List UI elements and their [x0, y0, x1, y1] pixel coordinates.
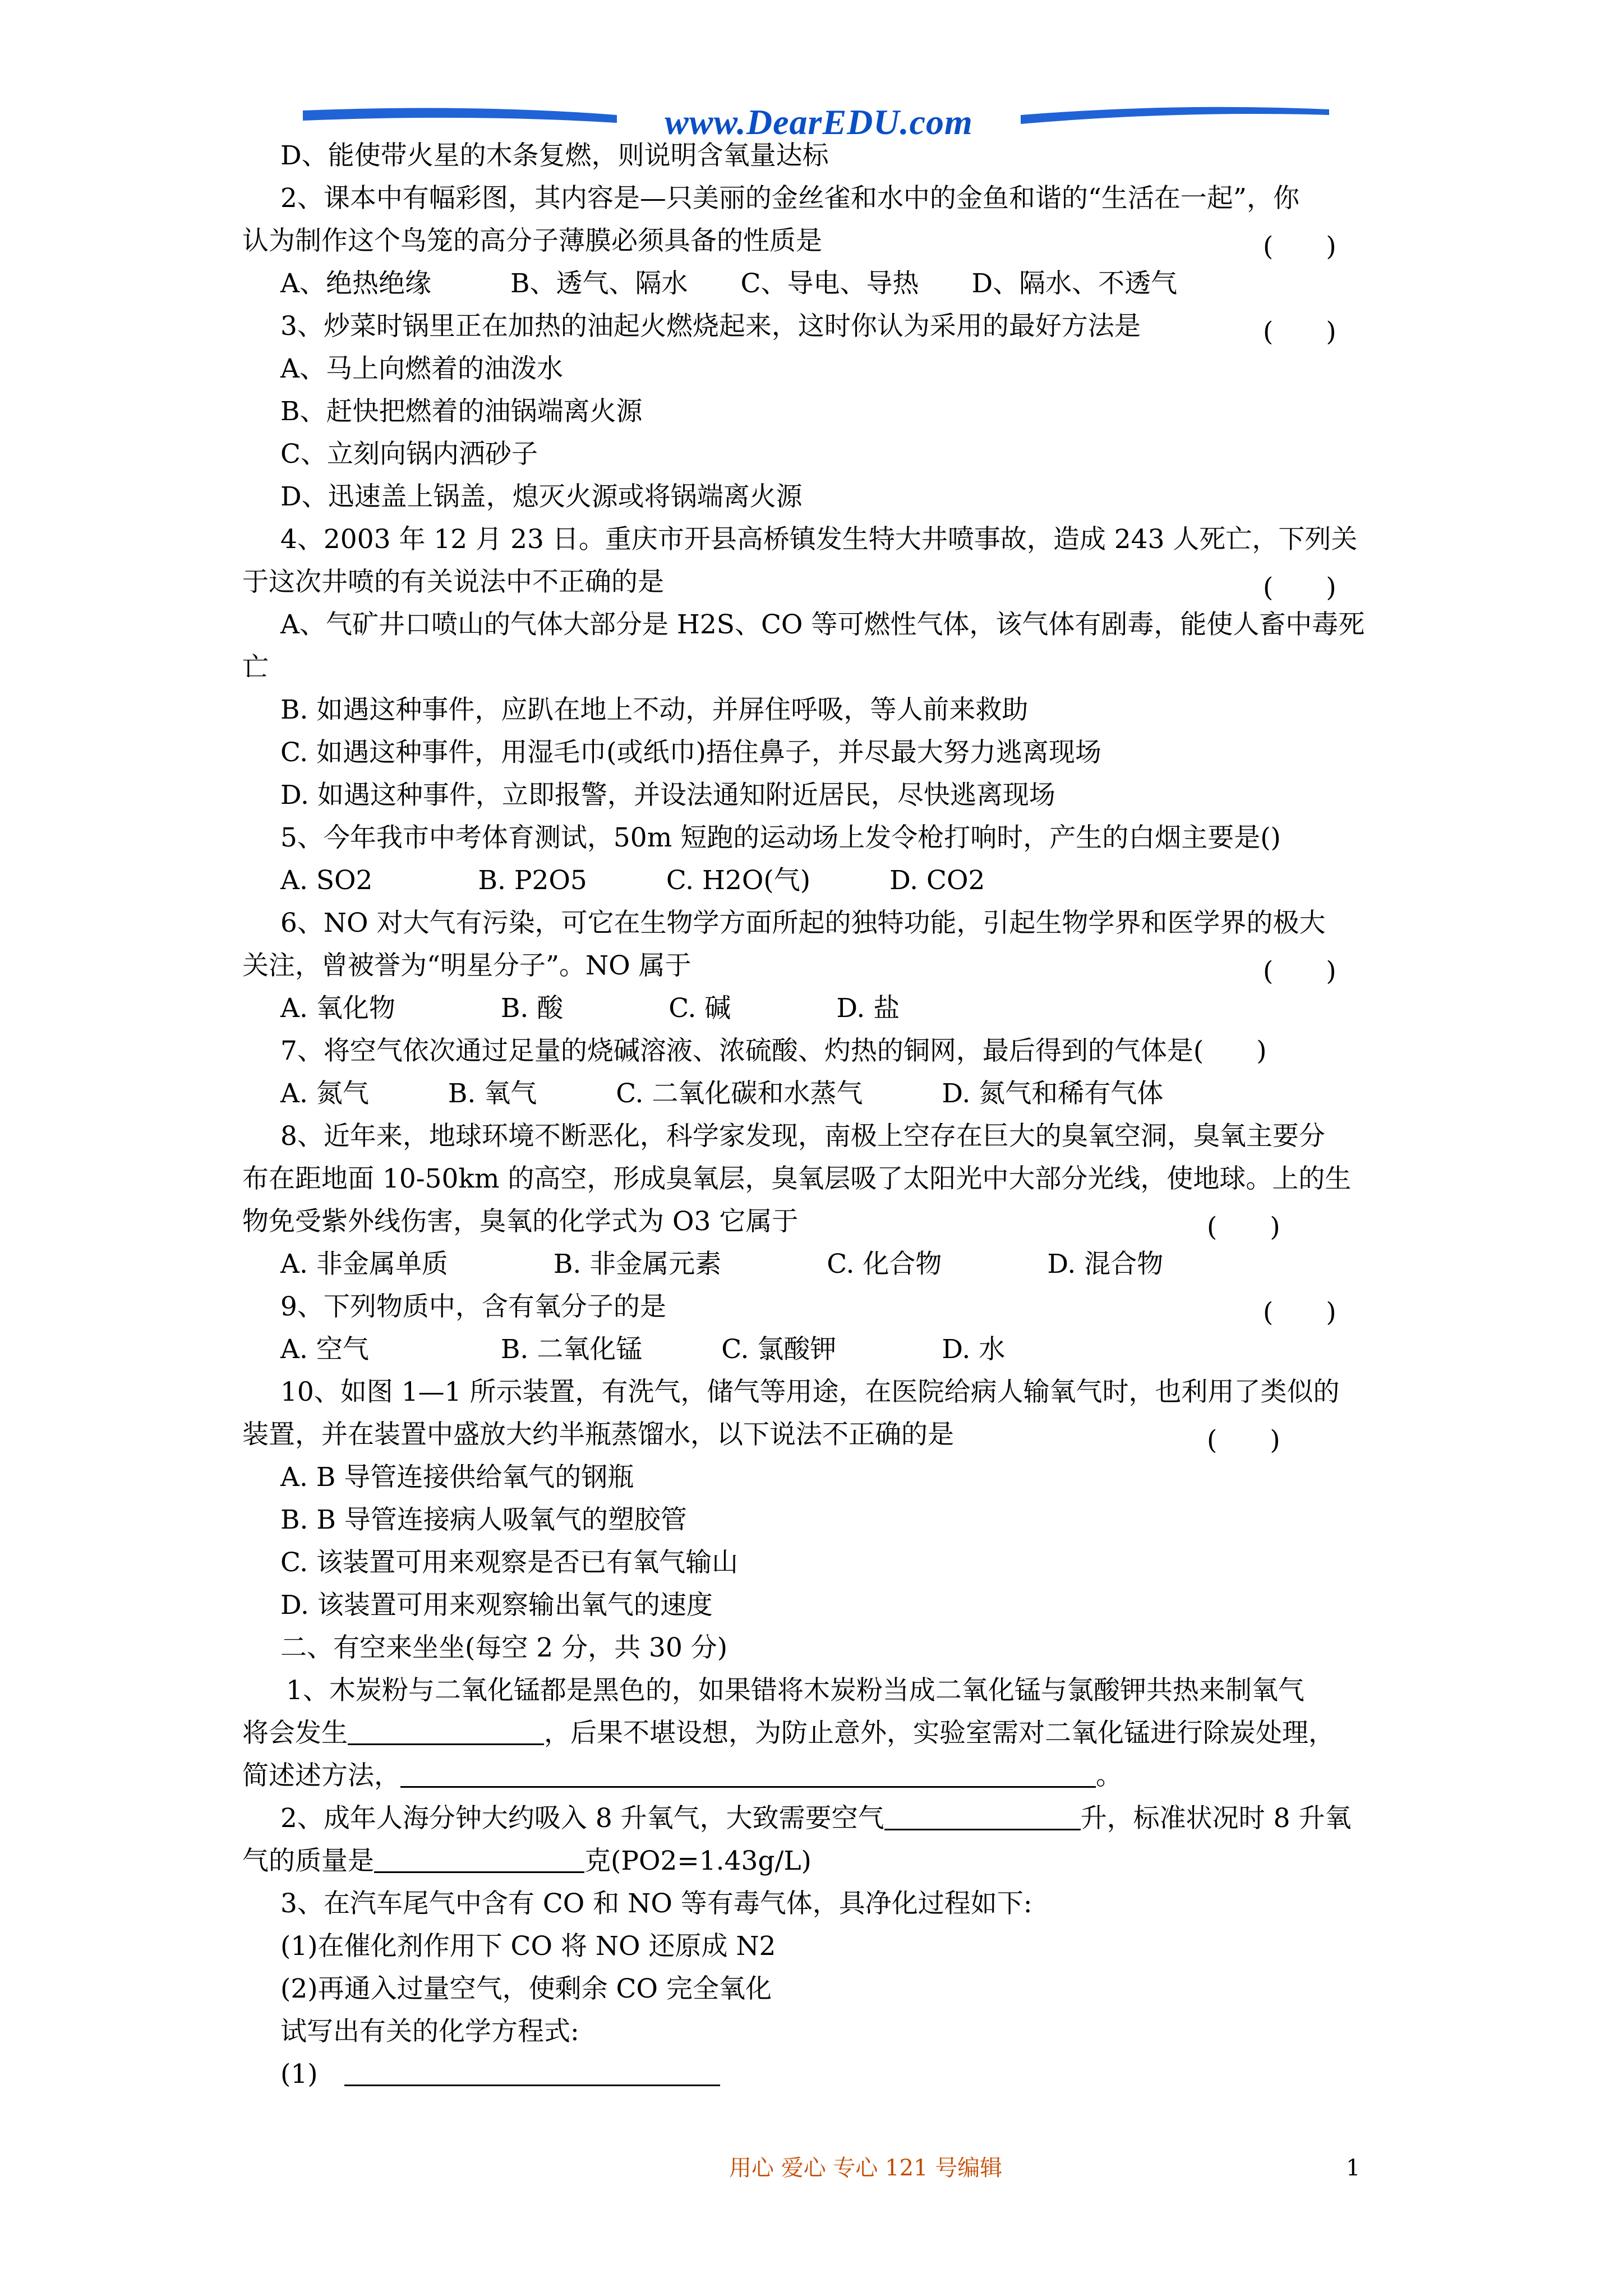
text-line: 10、如图 1—1 所示装置，有洗气，储气等用途，在医院给病人输氧气时，也利用了类似的: [280, 1377, 1340, 1407]
answer-bracket: ( ): [1263, 1297, 1336, 1328]
text-line: 装置，并在装置中盛放大约半瓶蒸馏水，以下说法不正确的是: [242, 1419, 954, 1450]
answer-bracket: ( ): [1207, 1425, 1280, 1456]
text-line: C、立刻向锅内洒砂子: [280, 439, 538, 470]
text-line: C. 该装置可用来观察是否已有氧气输山: [280, 1547, 739, 1578]
fill-blank[interactable]: [400, 1757, 1096, 1788]
text-line: (1)在催化剂作用下 CO 将 NO 还原成 N2: [280, 1931, 776, 1962]
text-line: A、绝热绝缘 B、透气、隔水 C、导电、导热 D、隔水、不透气: [280, 268, 1178, 299]
text-line: 于这次井喷的有关说法中不正确的是: [242, 567, 664, 597]
section-heading: 二、有空来坐坐(每空 2 分，共 30 分): [280, 1632, 728, 1663]
site-brand-text: www.DearEDU.com: [665, 102, 973, 142]
text-line: 物免受紫外线伤害，臭氧的化学式为 O3 它属于: [242, 1206, 799, 1237]
text-line: 关注，曾被誉为“明星分子”。NO 属于: [242, 950, 691, 981]
text-line: A、气矿井口喷山的气体大部分是 H2S、CO 等可燃性气体，该气体有剧毒，能使人畜中毒死: [280, 609, 1365, 640]
text-line: A. 空气 B. 二氧化锰 C. 氯酸钾 D. 水: [280, 1334, 1006, 1365]
text-line: 9、下列物质中，含有氧分子的是: [280, 1291, 666, 1322]
text-line: D. 如遇这种事件，立即报警，并设法通知附近居民，尽快逃离现场: [280, 780, 1055, 811]
text-line: 认为制作这个鸟笼的高分子薄膜必须具备的性质是: [242, 226, 822, 256]
text-line: A. 非金属单质 B. 非金属元素 C. 化合物 D. 混合物: [280, 1249, 1164, 1280]
text-line: A. SO2 B. P2O5 C. H2O(气) D. CO2: [280, 865, 985, 896]
answer-bracket: ( ): [1263, 956, 1336, 987]
text-line: 7、将空气依次通过足量的烧碱溶液、浓硫酸、灼热的铜网，最后得到的气体是( ): [280, 1036, 1267, 1066]
text-line: 1、木炭粉与二氧化锰都是黑色的，如果错将木炭粉当成二氧化锰与氯酸钾共热来制氧气: [286, 1675, 1304, 1706]
text-line: B、赶快把燃着的油锅端离火源: [280, 396, 643, 427]
text-line: 将会发生 ，后果不堪设想，为防止意外，实验室需对二氧化锰进行除炭处理，: [242, 1712, 1335, 1755]
text-line: A. B 导管连接供给氧气的钢瓶: [280, 1462, 634, 1493]
answer-bracket: ( ): [1263, 231, 1336, 262]
text-line: 6、NO 对大气有污染，可它在生物学方面所起的独特功能，引起生物学界和医学界的极大: [280, 908, 1326, 938]
fill-blank[interactable]: [884, 1800, 1081, 1830]
page-number: 1: [1346, 2155, 1361, 2181]
text-line: (2)再通入过量空气，使剩余 CO 完全氧化: [280, 1973, 772, 2004]
text-line: 布在距地面 10-50km 的高空，形成臭氧层，臭氧层吸了太阳光中大部分光线，使地球。上的生: [242, 1163, 1352, 1194]
answer-bracket: ( ): [1207, 1212, 1280, 1243]
text-line: (1): [280, 2053, 720, 2096]
text-line: 亡: [242, 652, 269, 683]
text-line: D、迅速盖上锅盖，熄灭火源或将锅端离火源: [280, 481, 803, 512]
text-line: 2、课本中有幅彩图，其内容是—只美丽的金丝雀和水中的金鱼和谐的“生活在一起”，你: [280, 183, 1299, 214]
answer-bracket: ( ): [1263, 572, 1336, 603]
text-line: 3、在汽车尾气中含有 CO 和 NO 等有毒气体，具净化过程如下:: [280, 1888, 1032, 1919]
text-line: 气的质量是 克(PO2=1.43g/L): [242, 1840, 811, 1883]
fill-blank[interactable]: [344, 2055, 720, 2086]
text-line: C. 如遇这种事件，用湿毛巾(或纸巾)捂住鼻子，并尽最大努力逃离现场: [280, 737, 1101, 768]
text-line: A. 氮气 B. 氧气 C. 二氧化碳和水蒸气 D. 氮气和稀有气体: [280, 1078, 1164, 1109]
text-line: 5、今年我市中考体育测试，50m 短跑的运动场上发令枪打响时，产生的白烟主要是(): [280, 822, 1281, 853]
fill-blank[interactable]: [374, 1842, 584, 1873]
text-line: 4、2003 年 12 月 23 日。重庆市开县高桥镇发生特大井喷事故，造成 243 人死亡，下列关: [280, 524, 1358, 555]
text-line: A、马上向燃着的油泼水: [280, 353, 563, 384]
page-footer: 用心 爱心 专心 121 号编辑: [729, 2155, 1003, 2181]
text-line: 3、炒菜时锅里正在加热的油起火燃烧起来，这时你认为采用的最好方法是: [280, 311, 1141, 342]
text-line: 8、近年来，地球环境不断恶化，科学家发现，南极上空存在巨大的臭氧空洞，臭氧主要分: [280, 1121, 1325, 1152]
fill-blank[interactable]: [348, 1714, 544, 1745]
text-line: D. 该装置可用来观察输出氧气的速度: [280, 1590, 713, 1621]
answer-bracket: ( ): [1263, 316, 1336, 347]
text-line: D、能使带火星的木条复燃，则说明含氧量达标: [280, 140, 829, 171]
text-line: B. B 导管连接病人吸氧气的塑胶管: [280, 1504, 687, 1535]
text-line: 简述述方法， 。: [242, 1755, 1122, 1797]
text-line: B. 如遇这种事件，应趴在地上不动，并屏住呼吸，等人前来救助: [280, 694, 1029, 725]
text-line: A. 氧化物 B. 酸 C. 碱 D. 盐: [280, 993, 900, 1024]
text-line: 试写出有关的化学方程式:: [280, 2016, 579, 2047]
text-line: 2、成年人海分钟大约吸入 8 升氧气，大致需要空气 升，标准状况时 8 升氧: [280, 1797, 1351, 1840]
